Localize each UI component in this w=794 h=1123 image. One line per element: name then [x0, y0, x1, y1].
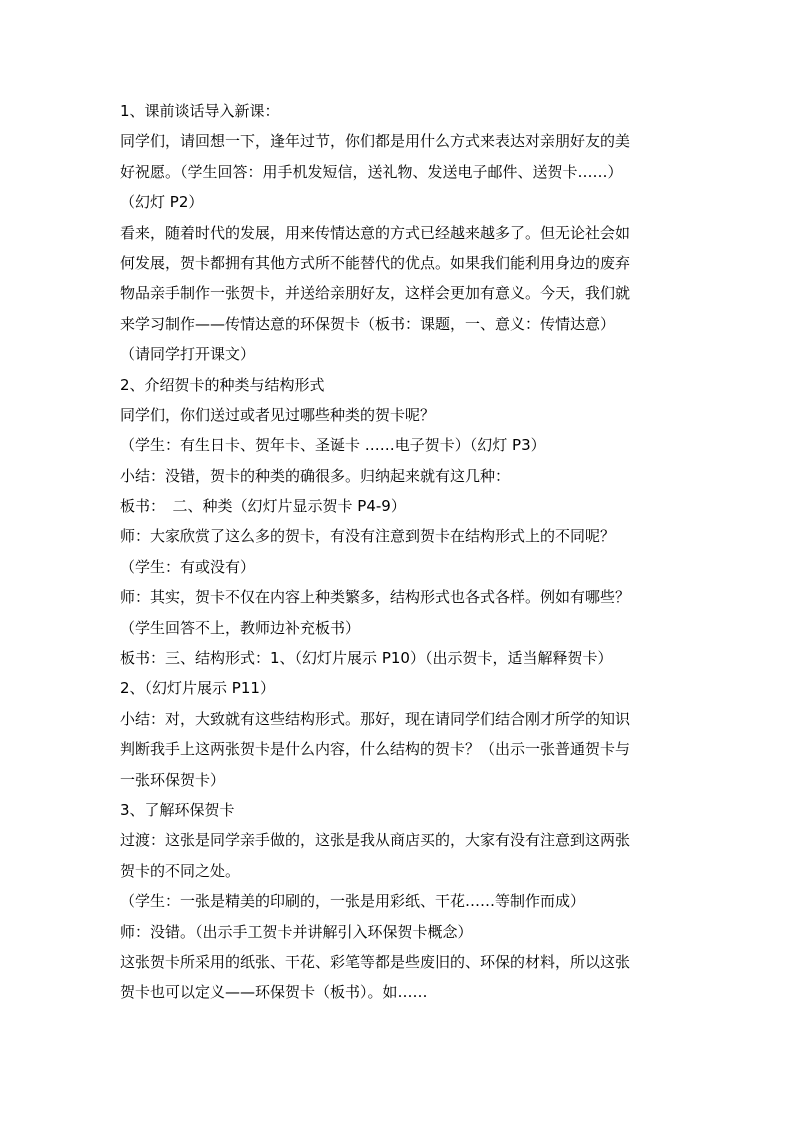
text-line: 小结：对，大致就有这些结构形式。那好，现在请同学们结合刚才所学的知识	[120, 709, 631, 728]
text-line: 一张环保贺卡）	[120, 770, 226, 789]
text-line: 物品亲手制作一张贺卡，并送给亲朋好友，这样会更加有意义。今天，我们就	[120, 284, 631, 303]
text-line: 贺卡也可以定义——环保贺卡（板书）。如……	[120, 983, 428, 1002]
text-line: 师：其实，贺卡不仅在内容上种类繁多，结构形式也各式各样。例如有哪些？	[120, 588, 631, 607]
text-line: （学生：有或没有）	[120, 557, 256, 576]
text-line: 师：没错。（出示手工贺卡并讲解引入环保贺卡概念）	[120, 922, 473, 941]
text-line: 1、课前谈话导入新课：	[120, 102, 280, 120]
text-line: 小结：没错，贺卡的种类的确很多。归纳起来就有这几种：	[120, 466, 511, 485]
text-line: 2、介绍贺卡的种类与结构形式	[120, 375, 325, 394]
text-line: 师：大家欣赏了这么多的贺卡，有没有注意到贺卡在结构形式上的不同呢？	[120, 527, 616, 546]
text-line: 何发展，贺卡都拥有其他方式所不能替代的优点。如果我们能利用身边的废弃	[120, 253, 631, 272]
text-line: 判断我手上这两张贺卡是什么内容，什么结构的贺卡？（出示一张普通贺卡与	[120, 740, 631, 759]
text-line: （学生：有生日卡、贺年卡、圣诞卡 ……电子贺卡）（幻灯 P3）	[120, 436, 546, 455]
text-line: 贺卡的不同之处。	[120, 861, 241, 880]
text-line: 这张贺卡所采用的纸张、干花、彩笔等都是些废旧的、环保的材料，所以这张	[120, 952, 631, 971]
text-line: 3、了解环保贺卡	[120, 800, 235, 819]
text-line: 好祝愿。（学生回答：用手机发短信，送礼物、发送电子邮件、送贺卡……）	[120, 162, 623, 181]
text-line: 来学习制作——传情达意的环保贺卡（板书：课题，一、意义：传情达意）	[120, 314, 616, 333]
text-line: 同学们，你们送过或者见过哪些种类的贺卡呢？	[120, 405, 436, 424]
text-line: 同学们，请回想一下，逢年过节，你们都是用什么方式来表达对亲朋好友的美	[120, 132, 631, 151]
lesson-plan-body	[120, 96, 680, 1008]
text-line: （幻灯 P2）	[120, 193, 204, 212]
text-line: 过渡：这张是同学亲手做的，这张是我从商店买的，大家有没有注意到这两张	[120, 831, 631, 850]
text-line: （学生回答不上，教师边补充板书）	[120, 618, 361, 637]
text-line: 2、（幻灯片展示 P11）	[120, 679, 275, 698]
text-line: （请同学打开课文）	[120, 345, 256, 364]
text-line: 板书： 二、种类（幻灯片显示贺卡 P4-9）	[120, 497, 406, 516]
text-line: （学生：一张是精美的印刷的，一张是用彩纸、干花……等制作而成）	[120, 892, 586, 911]
text-line: 板书：三、结构形式：1、（幻灯片展示 P10）（出示贺卡，适当解释贺卡）	[120, 649, 613, 668]
text-line: 看来，随着时代的发展，用来传情达意的方式已经越来越多了。但无论社会如	[120, 223, 631, 242]
